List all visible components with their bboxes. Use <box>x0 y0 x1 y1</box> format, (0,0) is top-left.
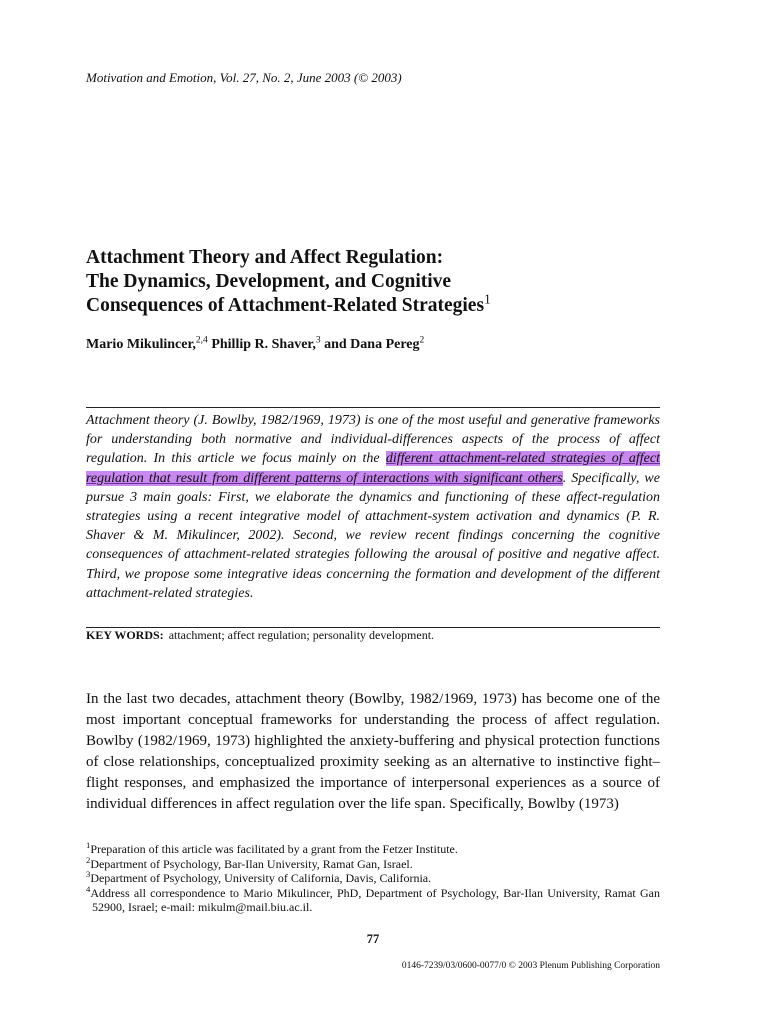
journal-page <box>86 0 660 1024</box>
page-number: 77 <box>366 932 380 946</box>
article-title <box>86 246 491 318</box>
author-name: and Dana Pereg <box>324 337 420 352</box>
journal-header: Motivation and Emotion, Vol. 27, No. 2, June 2003 (© 2003) <box>86 70 402 85</box>
title-line: Attachment Theory and Affect Regulation: <box>86 247 444 268</box>
author-list <box>86 337 424 353</box>
keywords <box>86 628 434 643</box>
copyright-line: 0146-7239/03/0600-0077/0 © 2003 Plenum Publishing Corporation <box>401 961 660 971</box>
abstract: Attachment theory (J. Bowlby, 1982/1969, 1973) is one of the most useful and generative frameworks for understanding both normative and individual-differences aspects of the process of affect regulation. In this article we focus mainly on the different attachment-related strategies of affect regulation that result from different patterns of interactions with significant others. Specifically, we pursue 3 main goals: First, we elaborate the dynamics and functioning of these affect-regulation strategies using a recent integrative model of attachment-system activation and dynamics (P. R. Shaver & M. Mikulincer, 2002). Second, we review recent findings concerning the cognitive consequences of attachment-related strategies following the arousal of positive and negative affect. Third, we propose some integrative ideas concerning the formation and development of the different attachment-related strategies. <box>86 413 660 601</box>
footnote: $^3$Department of Psychology, University of California, Davis, California. <box>86 869 432 886</box>
footnotes <box>86 842 660 915</box>
title-footnote-mark: 1 <box>484 291 491 307</box>
title-line: Consequences of Attachment-Related Strategies$^1$ <box>86 291 491 316</box>
keywords-text: attachment; affect regulation; personality development. <box>168 628 435 642</box>
footnote: $^1$Preparation of this article was facilitated by a grant from the Fetzer Institute. <box>86 840 458 856</box>
highlighted-text[interactable]: different attachment-related strategies of affect regulation that result from different patterns of interactions with significant others <box>86 451 660 486</box>
author-affiliation-mark: 3 <box>315 335 321 346</box>
body-paragraph: In the last two decades, attachment theory (Bowlby, 1982/1969, 1973) has become one of the most important conceptual frameworks for understanding the process of affect regulation. Bowlby (1982/1969, 1973) highlighted the anxiety-buffering and physical protection functions of close relationships, conceptualized proximity seeking as an alternative to instinctive fight–flight responses, and emphasized the importance of interpersonal experiences as a source of individual differences in affect regulation over the life span. Specifically, Bowlby (1973) <box>86 691 660 812</box>
author-name: Phillip R. Shaver, <box>211 337 316 352</box>
author-affiliation-mark: 2 <box>419 335 425 346</box>
footnote: $^2$Department of Psychology, Bar-Ilan University, Ramat Gan, Israel. <box>86 854 413 871</box>
author-affiliation-mark: 2,4 <box>195 335 208 346</box>
author-name: Mario Mikulincer, <box>86 337 196 352</box>
title-line: The Dynamics, Development, and Cognitive <box>86 271 452 292</box>
abstract-top-rule <box>86 407 660 408</box>
footnote: $^4$Address all correspondence to Mario Mikulincer, PhD, Department of Psychology, Bar-Ilan University, Ramat Gan 52900, Israel; e-mail: mikulm@mail.biu.ac.il. <box>86 883 660 915</box>
keywords-label: KEY WORDS: <box>86 628 164 642</box>
